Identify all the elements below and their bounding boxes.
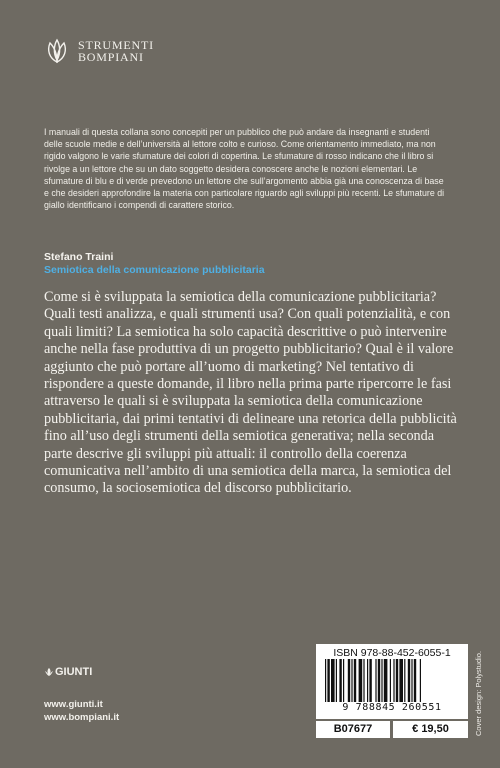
giunti-lily-icon [44, 667, 54, 677]
book-description: Come si è sviluppata la semiotica della comunicazione pubblicitaria? Quali testi analizza, e quali strumenti usa? Con quali potenzialità, e con quali limiti? La semiotica ha solo capacità descrittive o può intervenire anche nella fase produttiva di un progetto pubblicitario? Qual è il valore aggiunto che può portare all’uomo di marketing? Nel tentativo di rispondere a queste domande, il libro nella prima parte ripercorre le fasi attraverso le quali si è sviluppata la semiotica della comunicazione pubblicitaria, dai primi tentativi di delineare una retorica della pubblicità fino all’uso degli strumenti della semiotica generativa; nella seconda parte descrive gli sviluppi più attuali: il controllo della coerenza comunicativa nell’ambito di una semiotica della marca, la semiotica del consumo, la sociosemiotica del discorso pubblicitario. [44, 289, 457, 497]
barcode-digits: 9 788845 260551 [316, 702, 468, 713]
publisher-logo [44, 666, 92, 678]
barcode-image [323, 659, 461, 707]
strumenti-bompiani-logo [44, 38, 154, 64]
series-name [78, 39, 154, 63]
website-link-bompiani[interactable]: www.bompiani.it [44, 712, 120, 723]
author-name: Stefano Traini [44, 251, 114, 263]
book-title: Semiotica della comunicazione pubblicitaria [44, 264, 265, 276]
isbn-label: ISBN 978-88-452-6055-1 [333, 647, 451, 659]
product-code: B07677 [316, 721, 390, 738]
cover-design-credit: Cover design: Polystudio. [474, 650, 483, 736]
leaf-logo-icon [44, 38, 70, 64]
series-name-line2: BOMPIANI [78, 50, 144, 64]
price-label: € 19,50 [393, 721, 468, 738]
website-link-giunti[interactable]: www.giunti.it [44, 699, 103, 710]
publisher-name: GIUNTI [55, 666, 93, 678]
series-intro-text: I manuali di questa collana sono concepiti per un pubblico che può andare da insegnanti e studenti delle scuole medie e dell’università al lettore colto e curioso. Come orientamento immediato, ma non rigido valgono le varie sfumature dei colori di copertina. Le sfumature di rosso indicano che il libro si rivolge a un lettore che su un dato soggetto desidera conoscere anche le nozioni elementari. Le sfumature di blu e di verde prevedono un lettore che sull’argomento abbia già una conoscenza di base e che desideri approfondire la materia con particolare riguardo agli sviluppi più recenti. Le sfumature di giallo identificano i compendi di carattere storico. [44, 127, 445, 211]
barcode-panel [316, 644, 468, 719]
series-name-line1: STRUMENTI [78, 38, 154, 52]
